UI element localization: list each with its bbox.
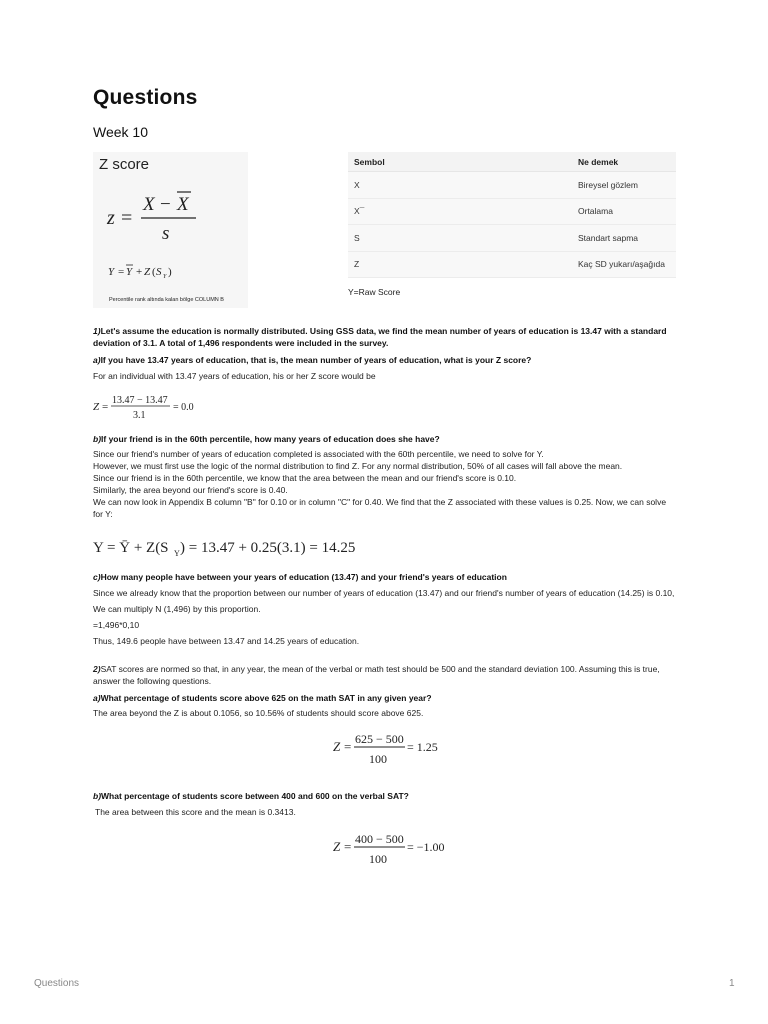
question-text: If your friend is in the 60th percentile, how many years of education does she have? <box>101 434 440 444</box>
answer-line: Since we already know that the proportion between our number of years of education (13.47) and our friend's number of years of education (14.25) is 0.10, <box>93 588 675 598</box>
table-cell: Standart sapma <box>572 225 676 252</box>
question-label: b) <box>93 791 102 801</box>
equation-y-score <box>93 534 356 560</box>
question-text: What percentage of students score above 625 on the math SAT in any given year? <box>100 693 432 703</box>
svg-text:S: S <box>156 266 162 278</box>
z-score-formula-graphic <box>93 152 248 297</box>
eq-numerator: 13.47 − 13.47 <box>112 395 168 406</box>
question-label: c) <box>93 572 101 582</box>
question-2 <box>93 663 678 687</box>
page-number: 1 <box>729 978 735 989</box>
question-1c <box>93 571 678 583</box>
equation-sat-a <box>333 730 443 768</box>
svg-text:=: = <box>102 401 109 413</box>
z-score-formula-image <box>93 152 248 308</box>
answer-line: We can now look in Appendix B column "B" for 0.10 or in column "C" for 0.40. We find that the Z associated with these values is 0.25. Now, we can solve for Y: <box>93 497 667 519</box>
eq-numerator: 625 − 500 <box>355 732 404 746</box>
svg-text:−: − <box>160 194 171 215</box>
question-1b <box>93 433 678 445</box>
svg-text:Z: Z <box>333 739 341 754</box>
eq-expression-rest: ) = 13.47 + 0.25(3.1) = 14.25 <box>180 540 356 556</box>
section-heading: Week 10 <box>93 124 148 140</box>
eq-subscript: Y <box>174 549 180 558</box>
page-title: Questions <box>93 86 198 109</box>
svg-text:=: = <box>118 266 125 278</box>
question-2b <box>93 790 678 802</box>
answer-1c <box>93 587 678 647</box>
svg-text:(: ( <box>152 266 156 278</box>
answer-line: Thus, 149.6 people have between 13.47 and 14.25 years of education. <box>93 636 360 646</box>
question-text: Let's assume the education is normally distributed. Using GSS data, we find the mean number of years of education is 13.47 with a standard deviation of 3.1. A total of 1,496 respondents were included in the survey. <box>93 326 667 348</box>
svg-text:Y: Y <box>126 266 133 278</box>
question-text: If you have 13.47 years of education, that is, the mean number of years of education, what is your Z score? <box>100 355 532 365</box>
table-row <box>348 251 676 278</box>
table-cell: Kaç SD yukarı/aşağıda <box>572 251 676 278</box>
question-text: What percentage of students score between 400 and 600 on the verbal SAT? <box>101 791 409 801</box>
svg-text:Y: Y <box>163 274 167 280</box>
symbol-table <box>348 152 676 278</box>
question-label: b) <box>93 434 102 444</box>
table-header-cell: Sembol <box>348 152 572 172</box>
svg-text:=: = <box>344 739 352 754</box>
table-cell: X <box>348 172 572 199</box>
table-cell: Ortalama <box>572 198 676 225</box>
answer-line: Similarly, the area beyond our friend's score is 0.40. <box>93 485 288 495</box>
question-label: a) <box>93 355 101 365</box>
svg-text:Y: Y <box>108 266 115 278</box>
table-row <box>348 198 676 225</box>
svg-text:s: s <box>162 223 170 244</box>
svg-text:Z: Z <box>333 839 341 854</box>
svg-text:Z: Z <box>144 266 151 278</box>
table-cell: X¯ <box>348 198 572 225</box>
answer-line: We can multiply N (1,496) by this proportion. <box>93 604 261 614</box>
eq-result: = 1.25 <box>407 740 438 754</box>
footer-title: Questions <box>34 978 80 989</box>
eq-result: = −1.00 <box>407 840 445 854</box>
answer-line: =1,496*0,10 <box>93 620 140 630</box>
answer-1b <box>93 448 678 520</box>
eq-expression: Y = Ȳ + Z(S <box>93 540 169 556</box>
table-cell: Bireysel gözlem <box>572 172 676 199</box>
table-cell: S <box>348 225 572 252</box>
eq-numerator: 400 − 500 <box>355 832 404 846</box>
question-2a <box>93 692 678 704</box>
svg-text:X: X <box>143 194 155 215</box>
eq-result: = 0.0 <box>173 402 194 413</box>
equation-sat-b <box>333 830 448 868</box>
svg-text:+: + <box>136 266 143 278</box>
eq-denominator: 3.1 <box>133 410 146 421</box>
table-row <box>348 172 676 199</box>
raw-score-note: Y=Raw Score <box>348 287 401 297</box>
question-text: How many people have between your years of education (13.47) and your friend's years of education <box>100 572 507 582</box>
table-row <box>348 225 676 252</box>
question-1a <box>93 354 678 366</box>
svg-text:=: = <box>344 839 352 854</box>
eq-denominator: 100 <box>369 852 387 866</box>
table-cell: Z <box>348 251 572 278</box>
formula-box-caption: Percentile rank altında kalan bölge COLUMN B <box>109 297 224 303</box>
svg-text:z: z <box>107 207 115 229</box>
svg-text:X: X <box>177 194 189 215</box>
question-number: 2) <box>93 664 101 674</box>
svg-text:=: = <box>121 207 133 229</box>
answer-1a: For an individual with 13.47 years of education, his or her Z score would be <box>93 371 376 381</box>
question-text: SAT scores are normed so that, in any year, the mean of the verbal or math test should be 500 and the standard deviation 100. Assuming this is true, answer the following questions. <box>93 664 660 686</box>
answer-2b: The area between this score and the mean is 0.3413. <box>95 807 296 817</box>
question-1 <box>93 325 678 349</box>
formula-box-title: Z score <box>99 156 150 173</box>
table-header-cell: Ne demek <box>572 152 676 172</box>
table-header-row <box>348 152 676 172</box>
equation-z-mean <box>93 392 213 424</box>
answer-2a: The area beyond the Z is about 0.1056, so 10.56% of students should score above 625. <box>93 708 424 718</box>
answer-line: Since our friend's number of years of education completed is associated with the 60th percentile, we need to solve for Y. <box>93 449 544 459</box>
question-number: 1) <box>93 326 101 336</box>
answer-line: However, we must first use the logic of the normal distribution to find Z. For any normal distribution, 50% of all cases will fall above the mean. <box>93 461 623 471</box>
svg-text:Z: Z <box>93 401 100 413</box>
answer-line: Since our friend is in the 60th percentile, we know that the area between the mean and our friend's score is 0.10. <box>93 473 517 483</box>
question-label: a) <box>93 693 101 703</box>
svg-text:): ) <box>168 266 172 278</box>
eq-denominator: 100 <box>369 752 387 766</box>
